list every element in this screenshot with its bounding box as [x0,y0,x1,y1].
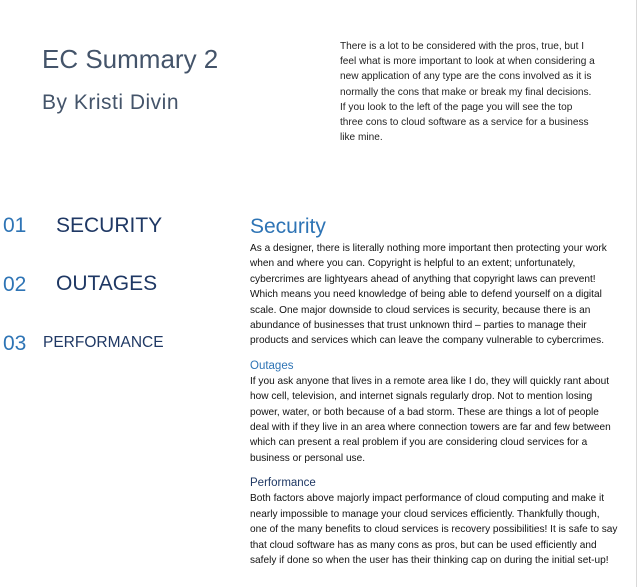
paragraph-line: power, water, or both because of a bad storm. These are things a lot of people [250,406,599,418]
intro-line: There is a lot to be considered with the pros, true, but I [340,41,585,52]
toc-label: SECURITY [56,214,163,237]
intro-line: new application of any type are the cons involved as it is [340,71,592,83]
paragraph-line: business or personal use. [250,452,366,464]
paragraph-line: Both factors above majorly impact performance of cloud computing and make it [250,493,605,505]
section-heading-performance: Performance [250,477,316,490]
paragraph-line: cybercrimes are lightyears ahead of anything that copyright laws can prevent! [250,273,596,285]
toc-number: 01 [3,214,27,237]
section-heading-outages: Outages [250,359,294,372]
intro-line: feel what is more important to look at when considering a [340,56,595,68]
intro-paragraph [340,39,625,145]
section-heading-security: Security [250,215,326,238]
performance-paragraph [250,491,639,568]
paragraph-line: If you ask anyone that lives in a remote area like I do, they will quickly rant about [250,375,610,387]
outages-paragraph [250,374,639,466]
paragraph-line: which can present a real problem if you are considering cloud services for a [250,437,588,449]
paragraph-line: products and services which can leave the company vulnerable to cybercrimes. [250,335,605,347]
toc-label: OUTAGES [56,272,158,295]
toc-number: 02 [3,273,27,296]
author-byline: By Kristi Divin [42,91,180,114]
intro-line: like mine. [340,132,383,144]
paragraph-line: that cloud software has as many cons as pros, but can be used efficiently and [250,539,597,551]
paragraph-line: nearly impossible to manage your cloud services efficiently. Thankfully though, [250,508,600,520]
paragraph-line: Which means you need knowledge of being able to defend yourself on a digital [250,289,602,301]
paragraph-line: deal with if they live in an area where connection towers are far and few between [250,422,611,434]
paragraph-line: one of the many benefits to cloud services is recovery possibilities! It is safe to say [250,524,618,536]
paragraph-line: safely if done so when the user has their thinking cap on during the initial set-up! [250,554,609,566]
paragraph-line: scale. One major downside to cloud services is security, because there is an [250,304,591,316]
body-content [250,214,639,578]
paragraph-line: how cell, television, and internet signals regularly drop. Not to mention losing [250,391,593,403]
document-title: EC Summary 2 [42,44,219,74]
intro-line: normally the cons that make or break my final decisions. [340,86,592,98]
paragraph-line: As a designer, there is literally nothing more important then protecting your work [250,243,607,254]
security-paragraph [250,241,639,349]
intro-line: If you look to the left of the page you will see the top [340,101,573,113]
paragraph-line: abundance of businesses that trust unknown third – parties to manage their [250,320,587,332]
toc-label: PERFORMANCE [43,334,164,351]
toc-number: 03 [3,332,27,355]
paragraph-line: when and where you can. Copyright is helpful to an extent; unfortunately, [250,258,576,270]
intro-line: three cons to cloud software as a service for a business [340,117,589,129]
